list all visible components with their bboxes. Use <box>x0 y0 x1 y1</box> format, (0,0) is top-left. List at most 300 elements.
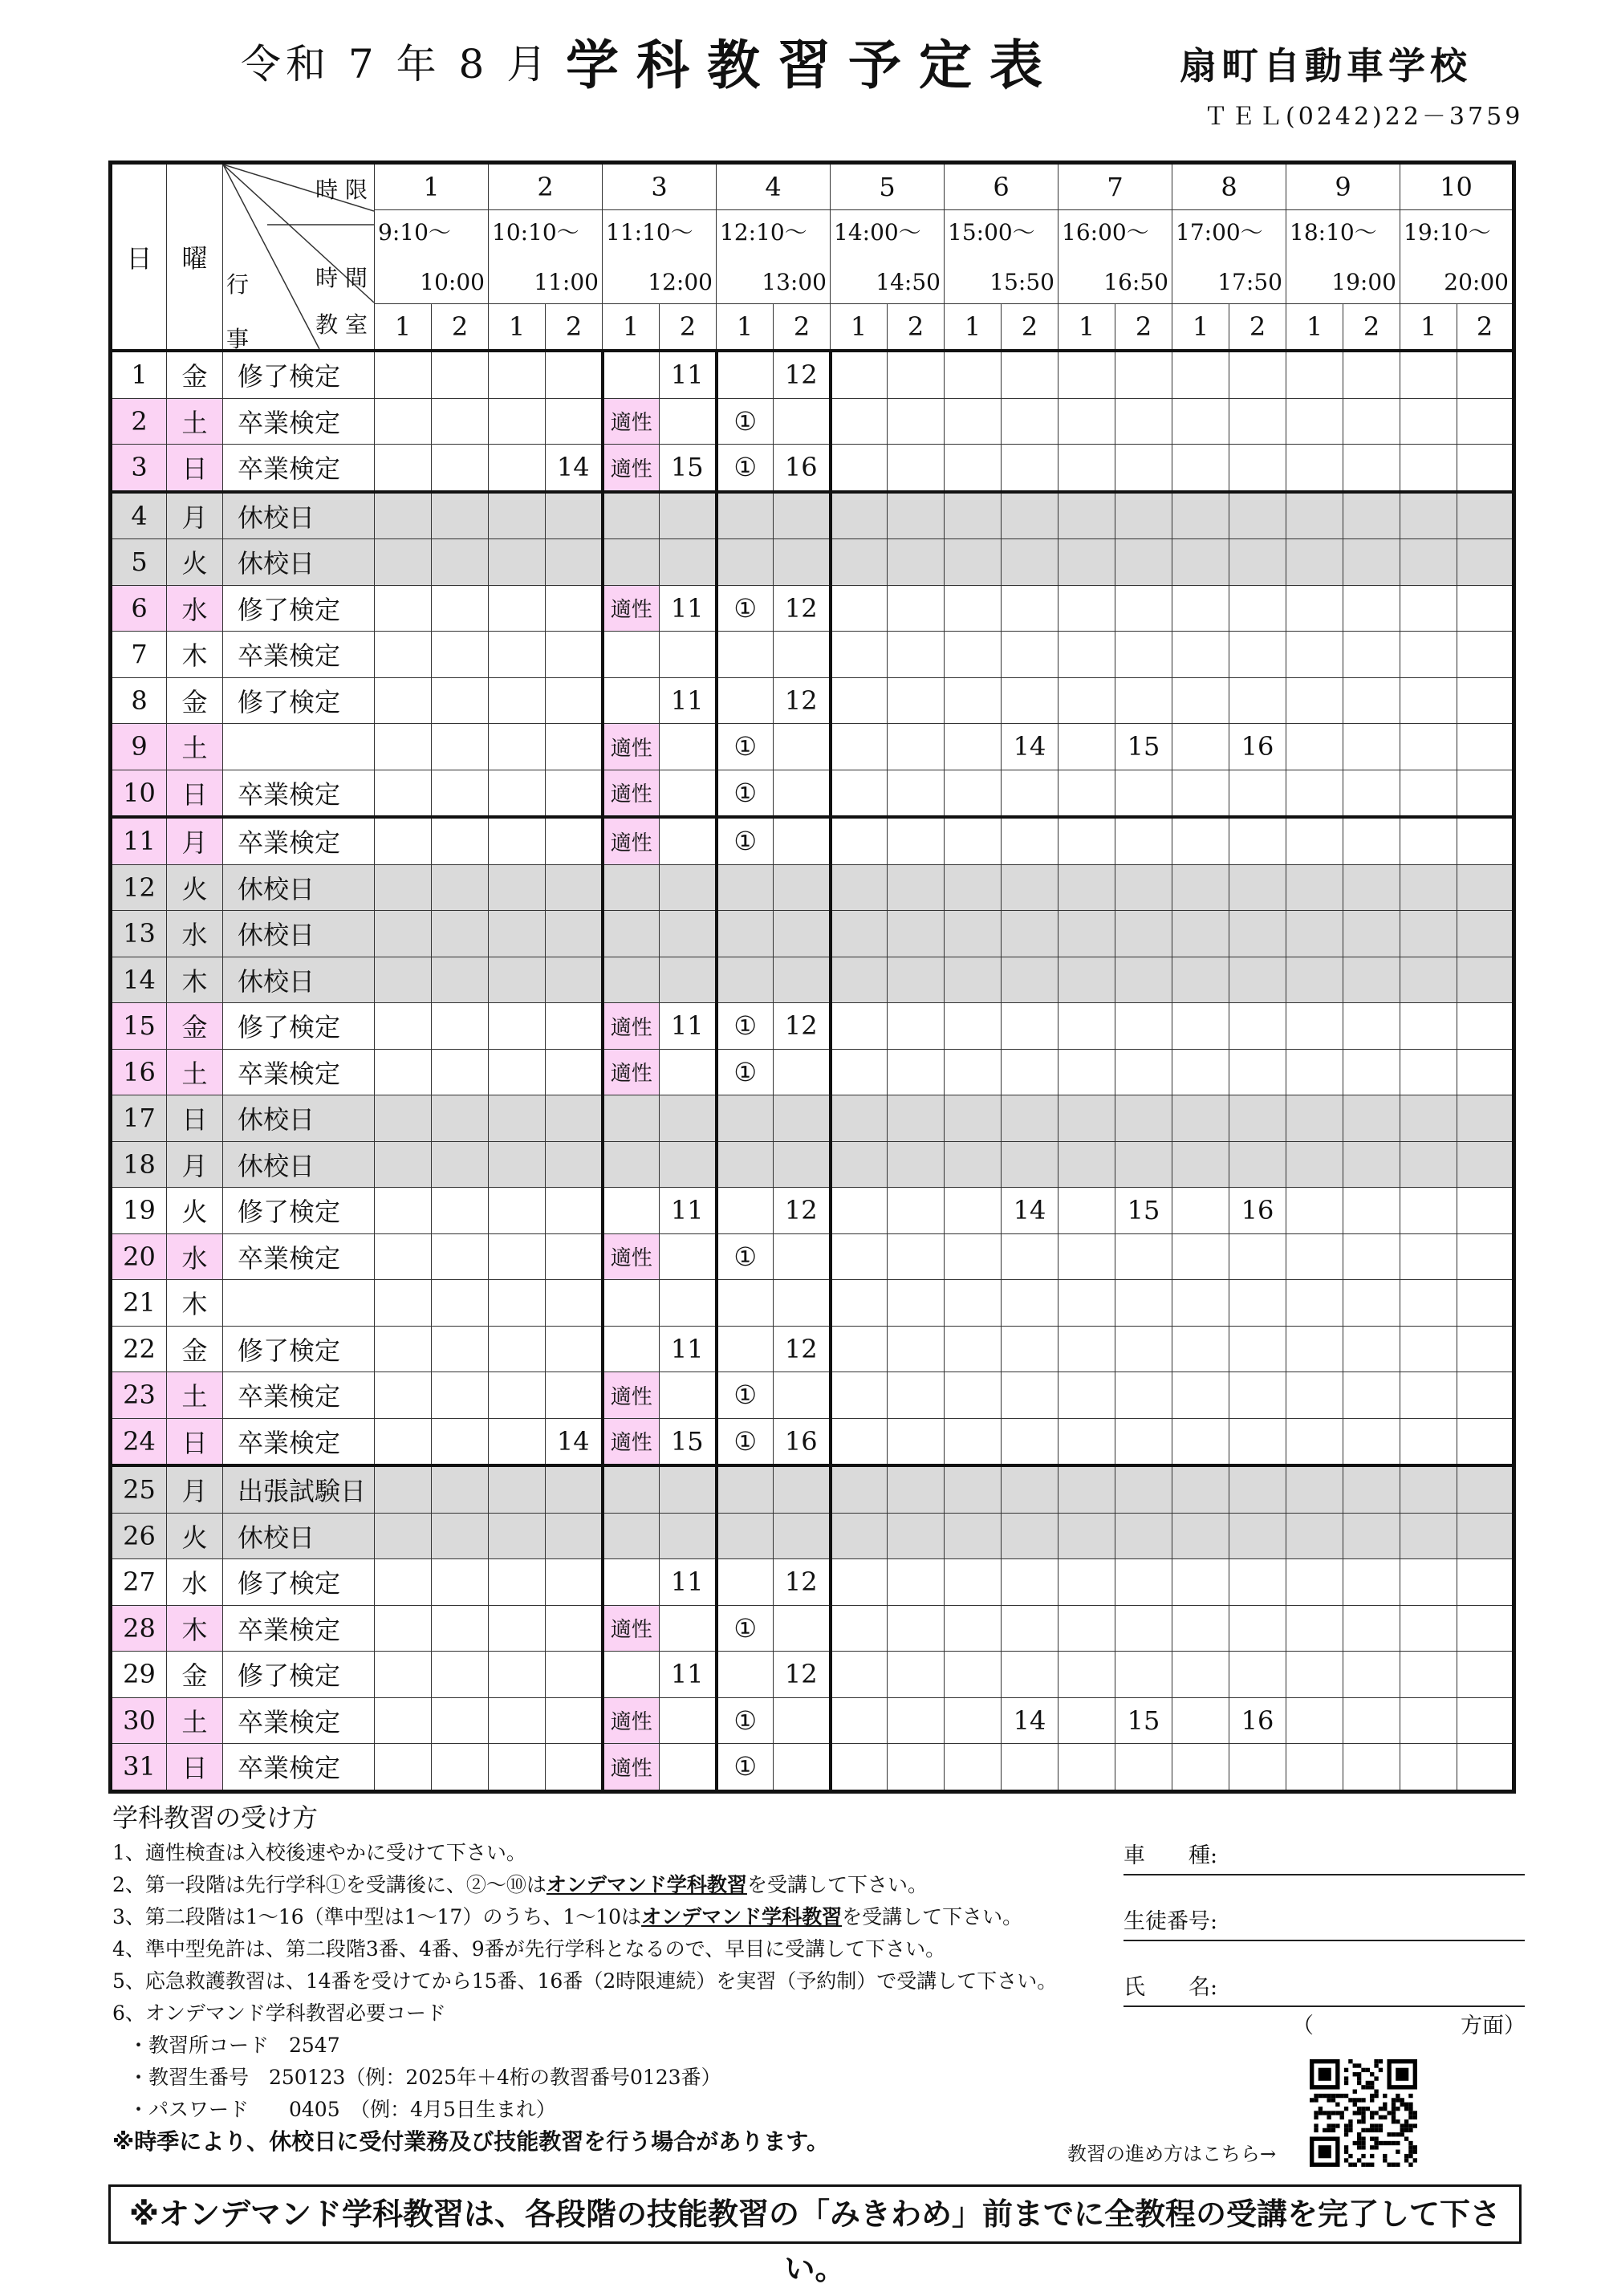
slot-cell <box>1343 632 1400 678</box>
slot-cell <box>1286 1605 1343 1652</box>
slot-cell <box>1172 1652 1229 1698</box>
slot-cell <box>1172 351 1229 398</box>
slot-cell <box>489 1188 546 1234</box>
slot-cell <box>546 1233 603 1280</box>
day-number: 28 <box>111 1605 167 1652</box>
slot-cell <box>774 1513 831 1559</box>
slot-cell <box>432 1513 489 1559</box>
slot-cell <box>1058 911 1115 957</box>
slot-cell <box>1343 1095 1400 1142</box>
slot-cell <box>831 445 888 492</box>
slot-cell <box>432 1744 489 1792</box>
slot-cell <box>660 1605 717 1652</box>
slot-cell: 適性 <box>603 1233 660 1280</box>
slot-cell <box>1172 911 1229 957</box>
slot-cell <box>945 1141 1002 1188</box>
slot-cell <box>1115 817 1172 864</box>
weekday: 日 <box>167 445 223 492</box>
slot-cell <box>888 1049 945 1095</box>
slot-cell <box>1343 445 1400 492</box>
slot-cell <box>945 770 1002 817</box>
day-row <box>111 492 1514 539</box>
slot-cell <box>660 1744 717 1792</box>
slot-cell <box>774 539 831 586</box>
slot-cell <box>1002 1418 1058 1465</box>
slot-cell <box>432 864 489 911</box>
slot-cell <box>1115 585 1172 632</box>
day-row <box>111 351 1514 398</box>
slot-cell <box>888 864 945 911</box>
slot-cell: 12 <box>774 1188 831 1234</box>
day-number: 4 <box>111 492 167 539</box>
slot-cell <box>546 1605 603 1652</box>
slot-cell <box>432 1652 489 1698</box>
slot-cell: 適性 <box>603 1049 660 1095</box>
slot-cell <box>831 1049 888 1095</box>
slot-cell <box>1058 1141 1115 1188</box>
slot-cell <box>945 677 1002 724</box>
slot-cell <box>774 911 831 957</box>
day-row <box>111 1049 1514 1095</box>
slot-cell <box>945 817 1002 864</box>
event: 修了検定 <box>223 351 375 398</box>
header-weekday: 曜 <box>167 163 223 352</box>
slot-cell <box>489 398 546 445</box>
slot-cell <box>831 1233 888 1280</box>
period-time-3 <box>603 209 717 303</box>
slot-cell <box>546 911 603 957</box>
slot-cell <box>432 957 489 1003</box>
code-school: ・教習所コード 2547 <box>128 2034 340 2057</box>
slot-cell <box>888 911 945 957</box>
slot-cell <box>1286 398 1343 445</box>
slot-cell <box>546 1280 603 1327</box>
slot-cell <box>432 1049 489 1095</box>
slot-cell <box>1400 1418 1457 1465</box>
slot-cell <box>660 724 717 770</box>
slot-cell: 適性 <box>603 445 660 492</box>
event: 卒業検定 <box>223 770 375 817</box>
slot-cell <box>1172 770 1229 817</box>
slot-cell <box>1400 1141 1457 1188</box>
slot-cell <box>603 957 660 1003</box>
slot-cell: 12 <box>774 585 831 632</box>
slot-cell: ① <box>717 585 774 632</box>
room-2: 2 <box>660 303 717 351</box>
slot-cell <box>489 1559 546 1606</box>
slot-cell <box>489 677 546 724</box>
slot-cell <box>1002 1605 1058 1652</box>
day-row <box>111 1233 1514 1280</box>
slot-cell <box>717 351 774 398</box>
day-row <box>111 1697 1514 1744</box>
slot-cell <box>1457 1559 1514 1606</box>
period-9: 9 <box>1286 163 1400 210</box>
slot-cell <box>831 1697 888 1744</box>
slot-cell <box>375 1605 432 1652</box>
slot-cell <box>945 1003 1002 1050</box>
room-2: 2 <box>1343 303 1400 351</box>
slot-cell: 12 <box>774 1559 831 1606</box>
header-day: 日 <box>111 163 167 352</box>
slot-cell <box>375 770 432 817</box>
direction-open: （ <box>1292 2014 1314 2038</box>
slot-cell <box>603 1326 660 1372</box>
slot-cell: 16 <box>774 445 831 492</box>
day-row <box>111 770 1514 817</box>
instruction-1: 1、適性検査は入校後速やかに受けて下さい。 <box>112 1841 526 1864</box>
day-row <box>111 1141 1514 1188</box>
slot-cell <box>660 1372 717 1419</box>
slot-cell <box>1457 957 1514 1003</box>
slot-cell <box>774 1372 831 1419</box>
start-time: 17:00～ <box>1176 218 1263 246</box>
slot-cell <box>1172 957 1229 1003</box>
slot-cell <box>831 632 888 678</box>
slot-cell <box>888 585 945 632</box>
slot-cell <box>1058 445 1115 492</box>
name-field[interactable]: 氏 名: <box>1124 1969 1525 2007</box>
slot-cell <box>774 1744 831 1792</box>
room-1: 1 <box>489 303 546 351</box>
slot-cell <box>1400 817 1457 864</box>
slot-cell <box>1002 911 1058 957</box>
slot-cell <box>375 1049 432 1095</box>
slot-cell <box>1229 957 1286 1003</box>
slot-cell <box>1002 398 1058 445</box>
day-row <box>111 1372 1514 1419</box>
slot-cell <box>1058 1326 1115 1372</box>
slot-cell <box>1002 957 1058 1003</box>
slot-cell <box>1002 1233 1058 1280</box>
slot-cell: 適性 <box>603 1605 660 1652</box>
event: 休校日 <box>223 492 375 539</box>
day-row <box>111 724 1514 770</box>
slot-cell <box>831 1418 888 1465</box>
slot-cell <box>945 1697 1002 1744</box>
end-time: 10:00 <box>420 268 485 295</box>
instruction-3-emphasis: オンデマンド学科教習 <box>641 1905 843 1928</box>
slot-cell: 15 <box>1115 724 1172 770</box>
slot-cell <box>888 724 945 770</box>
slot-cell <box>432 492 489 539</box>
slot-cell <box>1229 398 1286 445</box>
slot-cell <box>603 492 660 539</box>
period-1: 1 <box>375 163 489 210</box>
slot-cell <box>1115 1418 1172 1465</box>
slot-cell <box>1343 398 1400 445</box>
slot-cell <box>546 724 603 770</box>
slot-cell <box>1229 1513 1286 1559</box>
slot-cell <box>1286 1465 1343 1513</box>
slot-cell <box>1172 817 1229 864</box>
slot-cell <box>888 1652 945 1698</box>
day-row <box>111 1513 1514 1559</box>
period-time-1 <box>375 209 489 303</box>
slot-cell <box>1286 770 1343 817</box>
slot-cell <box>489 957 546 1003</box>
slot-cell <box>1002 1513 1058 1559</box>
weekday: 月 <box>167 1465 223 1513</box>
slot-cell: 14 <box>1002 1188 1058 1234</box>
weekday: 日 <box>167 1744 223 1792</box>
slot-cell <box>1229 677 1286 724</box>
slot-cell <box>603 864 660 911</box>
slot-cell <box>432 1233 489 1280</box>
slot-cell <box>603 539 660 586</box>
slot-cell <box>1172 1141 1229 1188</box>
slot-cell <box>1002 1326 1058 1372</box>
slot-cell <box>945 957 1002 1003</box>
slot-cell <box>375 585 432 632</box>
slot-cell <box>489 1280 546 1327</box>
slot-cell <box>1002 1744 1058 1792</box>
slot-cell <box>1229 1095 1286 1142</box>
slot-cell <box>489 864 546 911</box>
slot-cell <box>1002 585 1058 632</box>
day-row <box>111 677 1514 724</box>
slot-cell <box>660 770 717 817</box>
slot-cell <box>1457 1280 1514 1327</box>
event: 卒業検定 <box>223 1049 375 1095</box>
day-number: 17 <box>111 1095 167 1142</box>
slot-cell <box>888 1095 945 1142</box>
weekday: 金 <box>167 1652 223 1698</box>
slot-cell <box>831 492 888 539</box>
slot-cell <box>1172 1697 1229 1744</box>
slot-cell <box>1457 1513 1514 1559</box>
day-row <box>111 1280 1514 1327</box>
qr-caption: 教習の進め方はこちら→ <box>1067 2143 1277 2165</box>
slot-cell <box>375 632 432 678</box>
period-time-4 <box>717 209 831 303</box>
instruction-4: 4、準中型免許は、第二段階3番、4番、9番が先行学科となるので、早目に受講して下さい。 <box>112 1937 946 1961</box>
slot-cell <box>1002 492 1058 539</box>
slot-cell <box>945 864 1002 911</box>
slot-cell <box>831 585 888 632</box>
slot-cell: 14 <box>1002 724 1058 770</box>
slot-cell <box>1343 1652 1400 1698</box>
slot-cell <box>774 1465 831 1513</box>
slot-cell <box>1286 1418 1343 1465</box>
slot-cell <box>1286 1233 1343 1280</box>
slot-cell <box>432 445 489 492</box>
slot-cell <box>1286 539 1343 586</box>
slot-cell <box>1058 1003 1115 1050</box>
slot-cell <box>489 1652 546 1698</box>
slot-cell <box>888 1605 945 1652</box>
slot-cell <box>489 492 546 539</box>
event: 卒業検定 <box>223 1744 375 1792</box>
slot-cell <box>1343 911 1400 957</box>
day-row <box>111 1418 1514 1465</box>
slot-cell <box>1400 770 1457 817</box>
slot-cell <box>1400 1513 1457 1559</box>
slot-cell <box>375 492 432 539</box>
slot-cell: 12 <box>774 677 831 724</box>
slot-cell <box>546 1744 603 1792</box>
slot-cell <box>945 911 1002 957</box>
slot-cell <box>660 1233 717 1280</box>
slot-cell <box>831 398 888 445</box>
qr-code-icon[interactable] <box>1310 2059 1417 2167</box>
slot-cell: ① <box>717 445 774 492</box>
slot-cell: 16 <box>1229 1188 1286 1234</box>
room-2: 2 <box>1457 303 1514 351</box>
slot-cell <box>489 1141 546 1188</box>
slot-cell: 16 <box>774 1418 831 1465</box>
slot-cell <box>1457 1605 1514 1652</box>
slot-cell <box>1343 1465 1400 1513</box>
period-4: 4 <box>717 163 831 210</box>
instruction-3 <box>112 1901 1124 1933</box>
day-number: 11 <box>111 817 167 864</box>
slot-cell: 適性 <box>603 1697 660 1744</box>
slot-cell <box>489 1418 546 1465</box>
slot-cell <box>1457 585 1514 632</box>
slot-cell <box>375 1697 432 1744</box>
slot-cell <box>375 1003 432 1050</box>
slot-cell <box>546 1049 603 1095</box>
slot-cell: 15 <box>1115 1188 1172 1234</box>
slot-cell <box>1172 1095 1229 1142</box>
day-row <box>111 911 1514 957</box>
weekday: 水 <box>167 585 223 632</box>
slot-cell <box>1286 1141 1343 1188</box>
slot-cell <box>717 1465 774 1513</box>
slot-cell <box>888 770 945 817</box>
slot-cell <box>1400 1652 1457 1698</box>
end-time: 13:00 <box>762 268 827 295</box>
slot-cell <box>1172 1605 1229 1652</box>
event: 休校日 <box>223 1095 375 1142</box>
slot-cell <box>1058 585 1115 632</box>
start-time: 9:10～ <box>378 218 451 246</box>
slot-cell <box>432 770 489 817</box>
slot-cell <box>1400 864 1457 911</box>
weekday: 土 <box>167 1372 223 1419</box>
end-time: 14:50 <box>876 268 941 295</box>
slot-cell <box>660 632 717 678</box>
slot-cell <box>1115 1280 1172 1327</box>
slot-cell: ① <box>717 1744 774 1792</box>
slot-cell <box>945 351 1002 398</box>
slot-cell <box>1229 1049 1286 1095</box>
car-type-field[interactable]: 車 種: <box>1124 1838 1525 1875</box>
instruction-2-tail: を受講して下さい。 <box>746 1873 928 1896</box>
slot-cell <box>1400 539 1457 586</box>
slot-cell <box>774 817 831 864</box>
day-number: 5 <box>111 539 167 586</box>
event: 卒業検定 <box>223 398 375 445</box>
slot-cell <box>945 1513 1002 1559</box>
slot-cell: 11 <box>660 1188 717 1234</box>
slot-cell <box>1002 1095 1058 1142</box>
slot-cell <box>831 724 888 770</box>
period-time-5 <box>831 209 945 303</box>
day-number: 6 <box>111 585 167 632</box>
slot-cell <box>831 1095 888 1142</box>
instruction-2-text: 2、第一段階は先行学科①を受講後に、②～⑩は <box>112 1873 547 1896</box>
instruction-2 <box>112 1869 1124 1901</box>
weekday: 金 <box>167 677 223 724</box>
slot-cell <box>1400 632 1457 678</box>
day-number: 3 <box>111 445 167 492</box>
slot-cell: 11 <box>660 351 717 398</box>
slot-cell: 11 <box>660 1326 717 1372</box>
slot-cell: ① <box>717 1233 774 1280</box>
slot-cell <box>1343 1003 1400 1050</box>
room-2: 2 <box>888 303 945 351</box>
slot-cell <box>1172 1744 1229 1792</box>
slot-cell <box>1002 1003 1058 1050</box>
slot-cell <box>375 677 432 724</box>
day-row <box>111 1003 1514 1050</box>
slot-cell <box>1172 1372 1229 1419</box>
slot-cell <box>1172 492 1229 539</box>
slot-cell: 11 <box>660 585 717 632</box>
slot-cell <box>945 445 1002 492</box>
slot-cell <box>1343 1418 1400 1465</box>
slot-cell <box>1343 1141 1400 1188</box>
slot-cell <box>432 1003 489 1050</box>
event-label-1: 行 <box>226 271 250 298</box>
slot-cell <box>831 1559 888 1606</box>
slot-cell <box>1400 1372 1457 1419</box>
slot-cell <box>1229 539 1286 586</box>
slot-cell <box>489 1095 546 1142</box>
weekday: 木 <box>167 1280 223 1327</box>
slot-cell <box>1002 1280 1058 1327</box>
day-row <box>111 1188 1514 1234</box>
slot-cell <box>432 1141 489 1188</box>
event: 卒業検定 <box>223 632 375 678</box>
slot-cell <box>1002 864 1058 911</box>
slot-cell <box>603 1095 660 1142</box>
day-number: 12 <box>111 864 167 911</box>
slot-cell <box>831 957 888 1003</box>
weekday: 木 <box>167 632 223 678</box>
event: 卒業検定 <box>223 1605 375 1652</box>
day-number: 24 <box>111 1418 167 1465</box>
slot-cell <box>888 445 945 492</box>
footer-notice: ※オンデマンド学科教習は、各段階の技能教習の「みきわめ」前までに全教程の受講を完了して下さい。 <box>108 2184 1522 2244</box>
start-time: 12:10～ <box>720 218 807 246</box>
slot-cell <box>1457 1095 1514 1142</box>
slot-cell <box>432 1280 489 1327</box>
slot-cell <box>774 770 831 817</box>
slot-cell <box>1229 1326 1286 1372</box>
period-time-10 <box>1400 209 1514 303</box>
slot-cell <box>774 1697 831 1744</box>
start-time: 15:00～ <box>948 218 1035 246</box>
slot-cell <box>1172 864 1229 911</box>
day-number: 1 <box>111 351 167 398</box>
slot-cell <box>1286 492 1343 539</box>
slot-cell <box>1286 445 1343 492</box>
slot-cell <box>1115 1465 1172 1513</box>
slot-cell <box>1400 1465 1457 1513</box>
slot-cell <box>1400 1605 1457 1652</box>
student-number-field[interactable]: 生徒番号: <box>1124 1904 1525 1941</box>
day-row <box>111 1744 1514 1792</box>
day-number: 27 <box>111 1559 167 1606</box>
slot-cell <box>1115 677 1172 724</box>
event: 修了検定 <box>223 1003 375 1050</box>
event: 修了検定 <box>223 1188 375 1234</box>
slot-cell <box>660 1141 717 1188</box>
slot-cell <box>1286 864 1343 911</box>
